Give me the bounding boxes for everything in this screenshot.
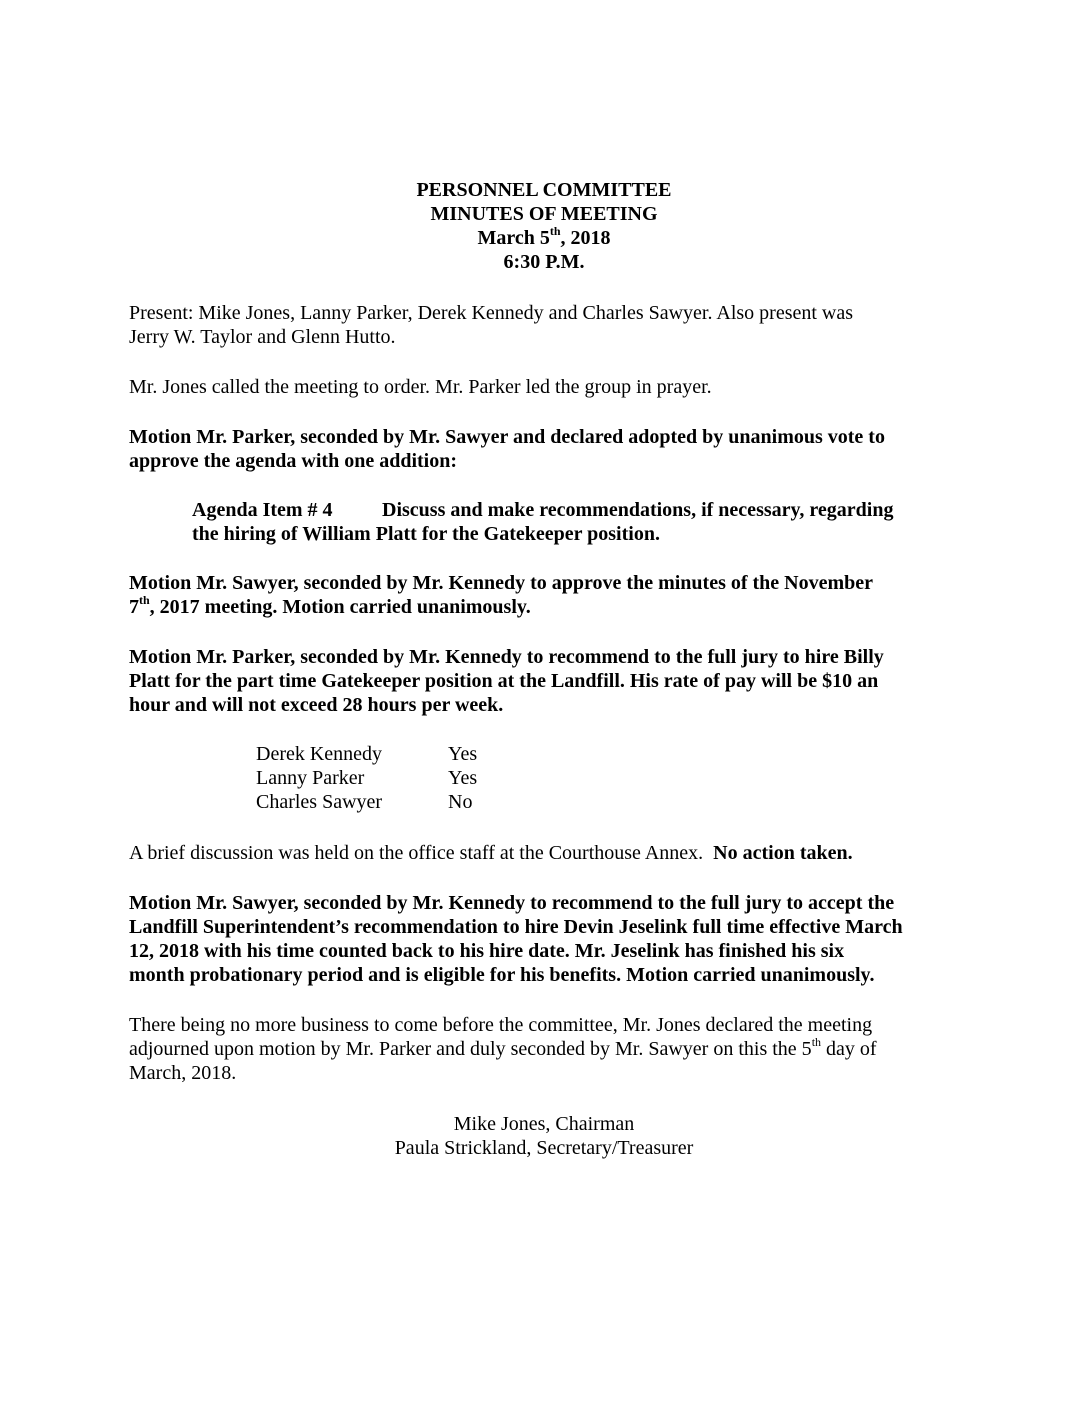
discussion-paragraph xyxy=(129,841,959,865)
motion-agenda-line-2: approve the agenda with one addition: xyxy=(129,450,458,472)
motion-minutes-line-1: Motion Mr. Sawyer, seconded by Mr. Kennedy to approve the minutes of the November xyxy=(129,572,874,594)
present-paragraph xyxy=(129,301,959,349)
vote-value: Yes xyxy=(448,767,478,789)
adjourn-line-3: March, 2018. xyxy=(129,1062,237,1084)
call-to-order-text: Mr. Jones called the meeting to order. Mr. Parker led the group in prayer. xyxy=(129,376,712,398)
header-date-suffix: , 2018 xyxy=(560,227,611,249)
motion-hire-paragraph xyxy=(129,645,959,717)
header-date xyxy=(0,226,1088,250)
agenda-item-line-2: the hiring of William Platt for the Gatekeeper position. xyxy=(192,523,660,545)
motion-agenda-line-1: Motion Mr. Parker, seconded by Mr. Sawyer and declared adopted by unanimous vote to xyxy=(129,426,885,448)
header-title: PERSONNEL COMMITTEE xyxy=(416,179,672,201)
discussion-action: No action taken. xyxy=(713,842,853,864)
motion-agenda-paragraph xyxy=(129,425,959,473)
motion-superintendent-paragraph xyxy=(129,891,959,987)
document-header xyxy=(0,178,1088,274)
vote-row xyxy=(256,790,477,814)
motion-hire-line-2: Platt for the part time Gatekeeper position at the Landfill. His rate of pay will be $10 an xyxy=(129,670,879,692)
discussion-line xyxy=(129,841,959,865)
agenda-item-label: Agenda Item # 4 xyxy=(192,499,333,521)
vote-value: No xyxy=(448,791,473,813)
motion-minutes-line-2 xyxy=(129,595,959,619)
vote-value: Yes xyxy=(448,743,478,765)
present-line-2: Jerry W. Taylor and Glenn Hutto. xyxy=(129,326,396,348)
voter-name: Derek Kennedy xyxy=(256,743,383,765)
signature-block xyxy=(0,1112,1088,1160)
agenda-item-line-1 xyxy=(192,498,952,522)
header-subtitle: MINUTES OF MEETING xyxy=(430,203,658,225)
present-line-1: Present: Mike Jones, Lanny Parker, Derek Kennedy and Charles Sawyer. Also present was xyxy=(129,302,854,324)
motion-minutes-date-sup: th xyxy=(139,593,150,608)
agenda-item-block xyxy=(192,498,952,546)
motion-minutes-paragraph xyxy=(129,571,959,619)
header-date-sup: th xyxy=(549,224,561,239)
motion-superintendent-line-1: Motion Mr. Sawyer, seconded by Mr. Kennedy to recommend to the full jury to accept the xyxy=(129,892,895,914)
adjourn-line-2-prefix: adjourned upon motion by Mr. Parker and duly seconded by Mr. Sawyer on this the 5 xyxy=(129,1038,812,1060)
vote-row xyxy=(256,766,477,790)
adjourn-paragraph xyxy=(129,1013,959,1085)
motion-minutes-date-suffix: , 2017 meeting. Motion carried unanimously. xyxy=(149,596,531,618)
vote-table xyxy=(256,742,477,814)
agenda-item-text-1: Discuss and make recommendations, if necessary, regarding xyxy=(382,499,894,521)
motion-hire-line-3: hour and will not exceed 28 hours per week. xyxy=(129,694,504,716)
vote-row xyxy=(256,742,477,766)
call-to-order-paragraph xyxy=(129,375,959,399)
adjourn-line-1: There being no more business to come before the committee, Mr. Jones declared the meeting xyxy=(129,1014,873,1036)
voter-name: Lanny Parker xyxy=(256,767,365,789)
motion-superintendent-line-2: Landfill Superintendent’s recommendation to hire Devin Jeselink full time effective March xyxy=(129,916,903,938)
motion-superintendent-line-4: month probationary period and is eligible for his benefits. Motion carried unanimously. xyxy=(129,964,875,986)
motion-minutes-date-prefix: 7 xyxy=(129,596,139,618)
header-date-prefix: March 5 xyxy=(477,227,550,249)
adjourn-line-2-suffix: day of xyxy=(821,1038,877,1060)
chairman-signature: Mike Jones, Chairman xyxy=(453,1113,635,1135)
adjourn-line-2-sup: th xyxy=(811,1035,822,1050)
discussion-text: A brief discussion was held on the office staff at the Courthouse Annex. xyxy=(129,842,714,864)
secretary-signature: Paula Strickland, Secretary/Treasurer xyxy=(394,1137,694,1159)
voter-name: Charles Sawyer xyxy=(256,791,383,813)
header-time: 6:30 P.M. xyxy=(503,251,585,273)
motion-hire-line-1: Motion Mr. Parker, seconded by Mr. Kennedy to recommend to the full jury to hire Billy xyxy=(129,646,884,668)
adjourn-line-2 xyxy=(129,1037,959,1061)
motion-superintendent-line-3: 12, 2018 with his time counted back to his hire date. Mr. Jeselink has finished his six xyxy=(129,940,845,962)
